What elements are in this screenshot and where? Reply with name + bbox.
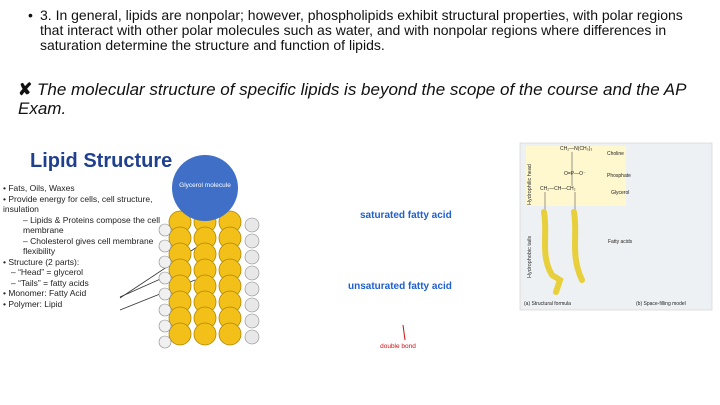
hydrogen-atom	[245, 298, 259, 312]
list-item: – Lipids & Proteins compose the cell membrane	[23, 214, 161, 235]
tail-atom	[169, 323, 191, 345]
hydrogen-atom	[159, 224, 171, 236]
scope-note-text: The molecular structure of specific lipids is beyond the scope of the course and the AP Exam.	[18, 80, 686, 118]
label-choline: Choline	[607, 151, 624, 157]
bullet-dot: •	[28, 7, 33, 23]
double-bond-pointer	[403, 325, 405, 340]
list-item: – “Tails” = fatty acids	[11, 277, 89, 288]
hydrogen-atom	[245, 282, 259, 296]
list-item: • Polymer: Lipid	[3, 298, 63, 309]
hydrogen-atom	[159, 320, 171, 332]
saturated-label: saturated fatty acid	[360, 210, 452, 221]
hydrogen-atom	[245, 234, 259, 248]
hydrophilic-label: Hydrophilic head	[527, 164, 533, 205]
phospholipid-figure	[520, 143, 712, 310]
hydrogen-atom	[159, 336, 171, 348]
hydrogen-atom	[245, 250, 259, 264]
phosphate-formula: O=P—O⁻	[564, 171, 586, 177]
lipid-structure-title: Lipid Structure	[30, 150, 173, 172]
list-item: – “Head” = glycerol	[11, 267, 84, 277]
hydrogen-atom	[245, 330, 259, 344]
hydrogen-atom	[245, 218, 259, 232]
bullet-text: 3. In general, lipids are nonpolar; however, phospholipids exhibit structural properties, with polar regions that interact with other polar molecules such as water, and with nonpolar regions where differences in saturation determine the structure and function of lipids.	[40, 7, 683, 53]
caption-space-filling: (b) Space-filling model	[636, 301, 686, 307]
double-bond-label: double bond	[380, 343, 416, 350]
label-glycerol: Glycerol	[611, 190, 630, 196]
hydrogen-atom	[245, 314, 259, 328]
list-item: • Provide energy for cells, cell structure, insulation	[3, 193, 153, 214]
hydrogen-atom	[159, 256, 171, 268]
tail-atom	[194, 323, 216, 345]
glycerol-label: Glycerol molecule	[179, 182, 231, 189]
caption-structural: (a) Structural formula	[524, 301, 571, 307]
list-item: • Monomer: Fatty Acid	[3, 288, 87, 298]
hydrogen-atom	[159, 272, 171, 284]
unsaturated-label: unsaturated fatty acid	[348, 281, 452, 292]
hydrogen-atom	[159, 288, 171, 300]
hydrophobic-label: Hydrophobic tails	[527, 235, 533, 278]
tail-atom	[219, 323, 241, 345]
list-item: • Fats, Oils, Waxes	[3, 183, 75, 193]
glycerol-formula: CH₂—CH—CH₂	[540, 186, 576, 192]
list-item: – Cholesterol gives cell membrane flexibility	[23, 235, 154, 256]
label-fatty-acids: Fatty acids	[608, 239, 633, 245]
label-phosphate: Phosphate	[607, 173, 631, 179]
hydrogen-atom	[159, 304, 171, 316]
hydrogen-atom	[159, 240, 171, 252]
fat-molecule-model	[159, 155, 259, 348]
choline-formula: CH₂—N(CH₃)₃	[560, 146, 593, 152]
x-mark-icon: ✘	[18, 80, 33, 99]
hydrogen-atom	[245, 266, 259, 280]
list-item: • Structure (2 parts):	[3, 256, 80, 267]
